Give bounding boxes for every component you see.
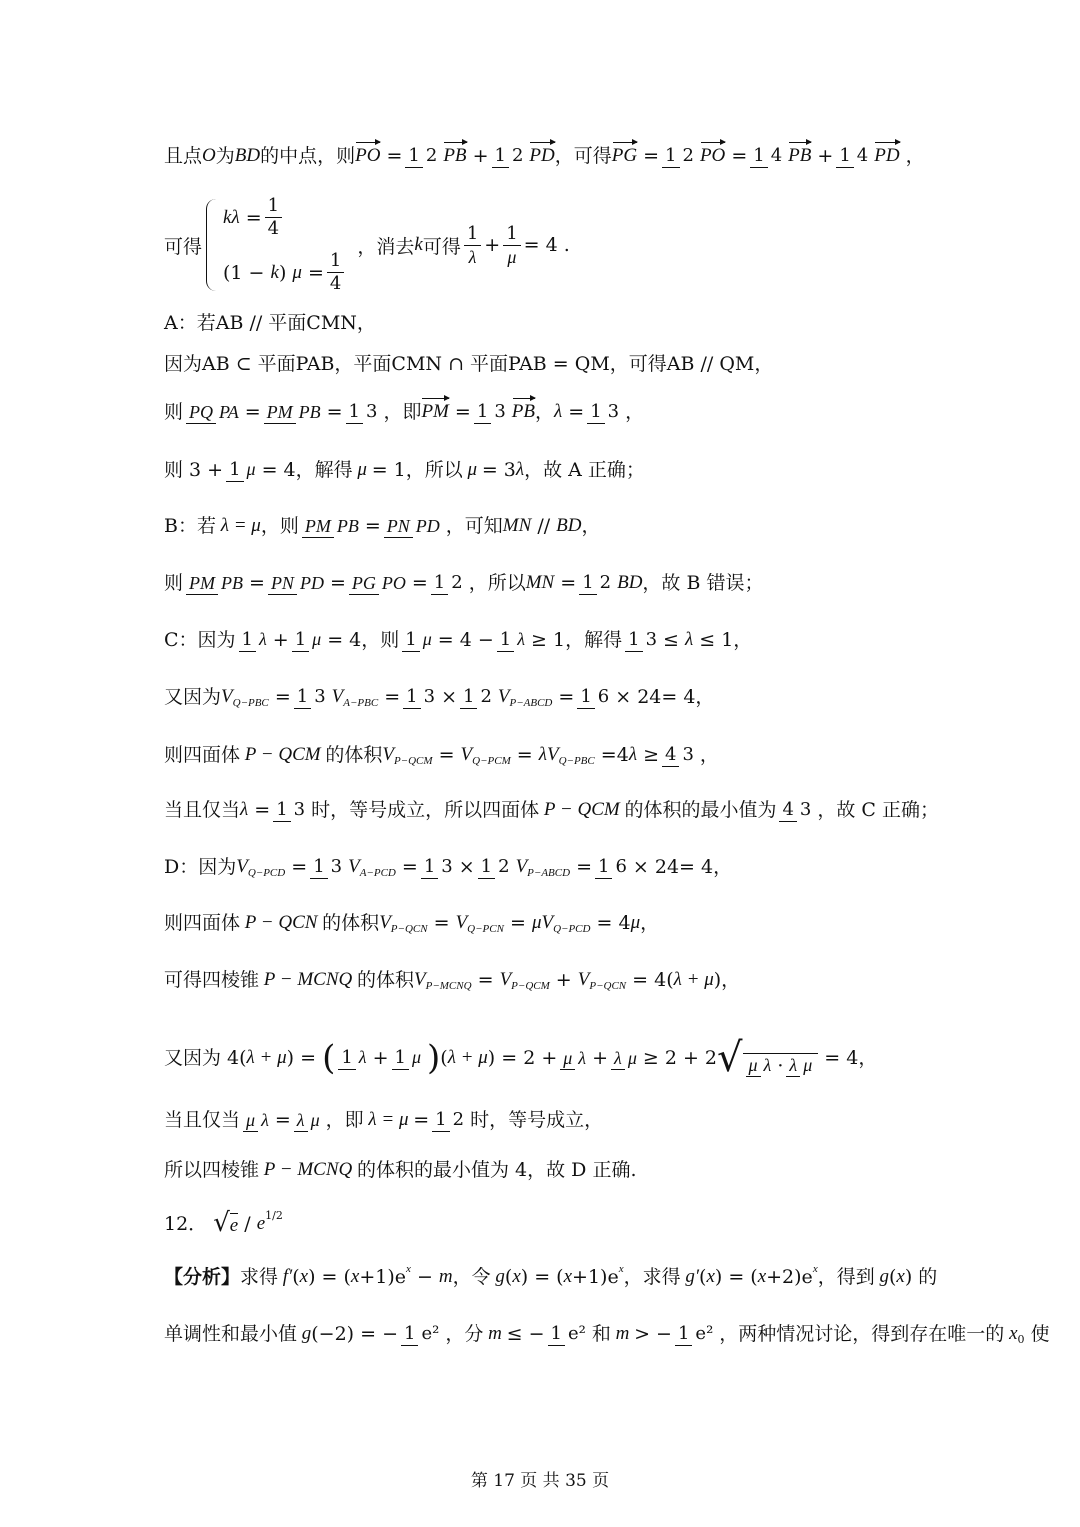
text-line-8: 则 PM PB = PN PD = PG PO = 1 2 ，所以 MN = 1 2 BD ，故 B 错误； bbox=[164, 571, 764, 594]
text-line-6: 则 3 + 1 μ = 4，解得 μ = 1，所以 μ = 3 λ ，故 A 正确； bbox=[164, 459, 645, 481]
text-line-20: 【分析】 求得 f′ ( x ) = ( x +1)e x − m ，令 g ( x ) = ( x +1)e x ，求得 g′ ( x ) = ( x +2)e x ，得到 g ( x ) 的 bbox=[164, 1263, 938, 1288]
text-line-11: 则四面体 P − QCM 的体积 V P−QCM = V Q−PCM = λV Q−PBC =4 λ ≥ 4 3 ， bbox=[164, 743, 719, 767]
page-footer: 第 17 页 共 35 页 bbox=[470, 1471, 610, 1491]
text-line-21: 单调性和最小值 g (−2) = − 1 e² ，分 m ≤ − 1 e² 和 m > − 1 e² ，两种情况讨论，得到存在唯一的 x 0 使 bbox=[164, 1322, 1050, 1346]
text-kede: 可得 bbox=[164, 235, 203, 258]
text-line-16: 又因为 4( λ + μ ) = ( 1 λ + 1 μ ) ( λ + μ ) = 2 + μ λ + λ μ ≥ 2 + 2 √ μ λ · λ μ = 4， bbox=[164, 1035, 878, 1081]
text-line-17: 当且仅当 μ λ = λ μ ，即 λ = μ = 1 2 时，等号成立， bbox=[164, 1108, 604, 1131]
text-line-3: A：若AB // 平面CMN， bbox=[164, 312, 376, 334]
text-line-14: 则四面体 P − QCN 的体积 V P−QCN = V Q−PCN = μV Q−PCD = 4 μ ， bbox=[164, 912, 660, 935]
text-line-18: 所以四棱锥 P − MCNQ 的体积的最小值为 4，故 D 正确. bbox=[164, 1159, 637, 1181]
text-line-1: 且点 O 为 BD 的中点，则 PO = 1 2 PB + 1 2 PD ，可得 PG = 1 2 PO = 1 4 PB + 1 4 PD ， bbox=[164, 144, 925, 167]
text-line-9: C：因为 1 λ + 1 μ = 4，则 1 μ = 4 − 1 λ ≥ 1，解得 1 3 ≤ λ ≤ 1， bbox=[164, 628, 753, 651]
text-line-12: 当且仅当 λ = 1 3 时，等号成立，所以四面体 P − QCM 的体积的最小值为 4 3 ，故 C 正确； bbox=[164, 798, 939, 821]
text-line-4: 因为AB ⊂ 平面PAB，平面CMN ∩ 平面PAB = QM，可得AB // QM， bbox=[164, 353, 774, 375]
brace bbox=[206, 199, 217, 291]
text-line-19: 12． √ e / e 1/2 bbox=[164, 1208, 283, 1238]
equation-system: 可得 kλ = $\frac{1}{4}$ (1 − k ) μ = $\frac{1}{4}$ ，消去 k 可得 $\frac{1}{\lambda}$ + $\frac{1}{\mu}$ = 4 . bbox=[164, 195, 570, 294]
text-line-5: 则 PQ PA = PM PB = 1 3 ，即 PM = 1 3 PB ， λ = 1 3 ， bbox=[164, 400, 645, 423]
text-line-15: 可得四棱锥 P − MCNQ 的体积 V P−MCNQ = V P−QCM + V P−QCN = 4( λ + μ )， bbox=[164, 969, 741, 992]
text-line-10: 又因为 V Q−PBC = 1 3 V A−PBC = 1 3 × 1 2 V P−ABCD = 1 6 × 24= 4， bbox=[164, 685, 715, 709]
text-line-13: D：因为 V Q−PCD = 1 3 V A−PCD = 1 3 × 1 2 V P−ABCD = 1 6 × 24= 4， bbox=[164, 855, 733, 879]
text-line-7: B：若 λ = μ ，则 PM PB = PN PD ，可知 MN // BD ， bbox=[164, 515, 601, 537]
